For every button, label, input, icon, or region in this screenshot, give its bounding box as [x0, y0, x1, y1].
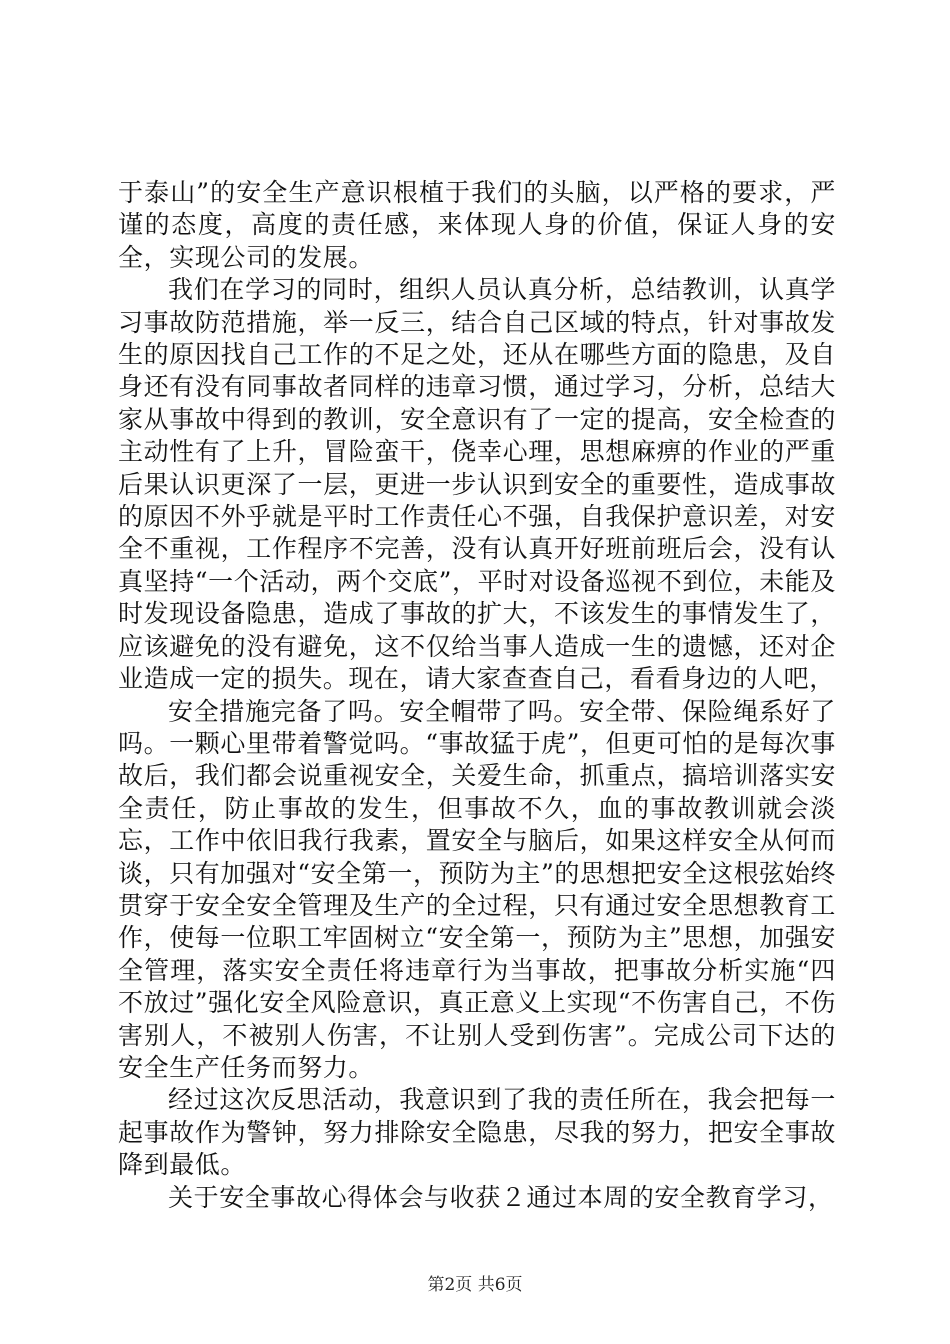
paragraph-3: 安全措施完备了吗。安全帽带了吗。安全带、保险绳系好了吗。一颗心里带着警觉吗。“事故猛于虎”，但更可怕的是每次事故后，我们都会说重视安全，关爱生命，抓重点，搞培训落实安全责任，防止事故的发生，但事故不久，血的事故教训就会淡忘，工作中依旧我行我素，置安全与脑后，如果这样安全从何而谈，只有加强对“安全第一，预防为主”的思想把安全这根弦始终贯穿于安全安全管理及生产的全过程，只有通过安全思想教育工作，使每一位职工牢固树立“安全第一，预防为主”思想，加强安全管理，落实安全责任将违章行为当事故，把事故分析实施“四不放过”强化安全风险意识，真正意义上实现“不伤害自己，不伤害别人，不被别人伤害，不让别人受到伤害”。完成公司下达的安全生产任务而努力。 — [118, 696, 836, 1082]
page-number-footer: 第2页 共6页 — [427, 1275, 523, 1295]
paragraph-2: 我们在学习的同时，组织人员认真分析，总结教训，认真学习事故防范措施，举一反三，结合自己区域的特点，针对事故发生的原因找自己工作的不足之处，还从在哪些方面的隐患，及自身还有没有同事故者同样的违章习惯，通过学习，分析，总结大家从事故中得到的教训，安全意识有了一定的提高，安全检查的主动性有了上升，冒险蛮干，侥幸心理，思想麻痹的作业的严重后果认识更深了一层，更进一步认识到安全的重要性，造成事故的原因不外乎就是平时工作责任心不强，自我保护意识差，对安全不重视，工作程序不完善，没有认真开好班前班后会，没有认真坚持“一个活动，两个交底”，平时对设备巡视不到位，未能及时发现设备隐患，造成了事故的扩大，不该发生的事情发生了，应该避免的没有避免，这不仅给当事人造成一生的遗憾，还对企业造成一定的损失。现在，请大家查查自己，看看身边的人吧， — [118, 275, 836, 694]
paragraph-4: 经过这次反思活动，我意识到了我的责任所在，我会把每一起事故作为警钟，努力排除安全隐患，尽我的努力，把安全事故降到最低。 — [118, 1085, 836, 1180]
paragraph-5: 关于安全事故心得体会与收获２通过本周的安全教育学习， — [168, 1182, 834, 1212]
paragraph-1: 于泰山”的安全生产意识根植于我们的头脑，以严格的要求，严谨的态度，高度的责任感，来体现人身的价值，保证人身的安全，实现公司的发展。 — [118, 178, 836, 272]
body-text — [118, 177, 836, 1214]
